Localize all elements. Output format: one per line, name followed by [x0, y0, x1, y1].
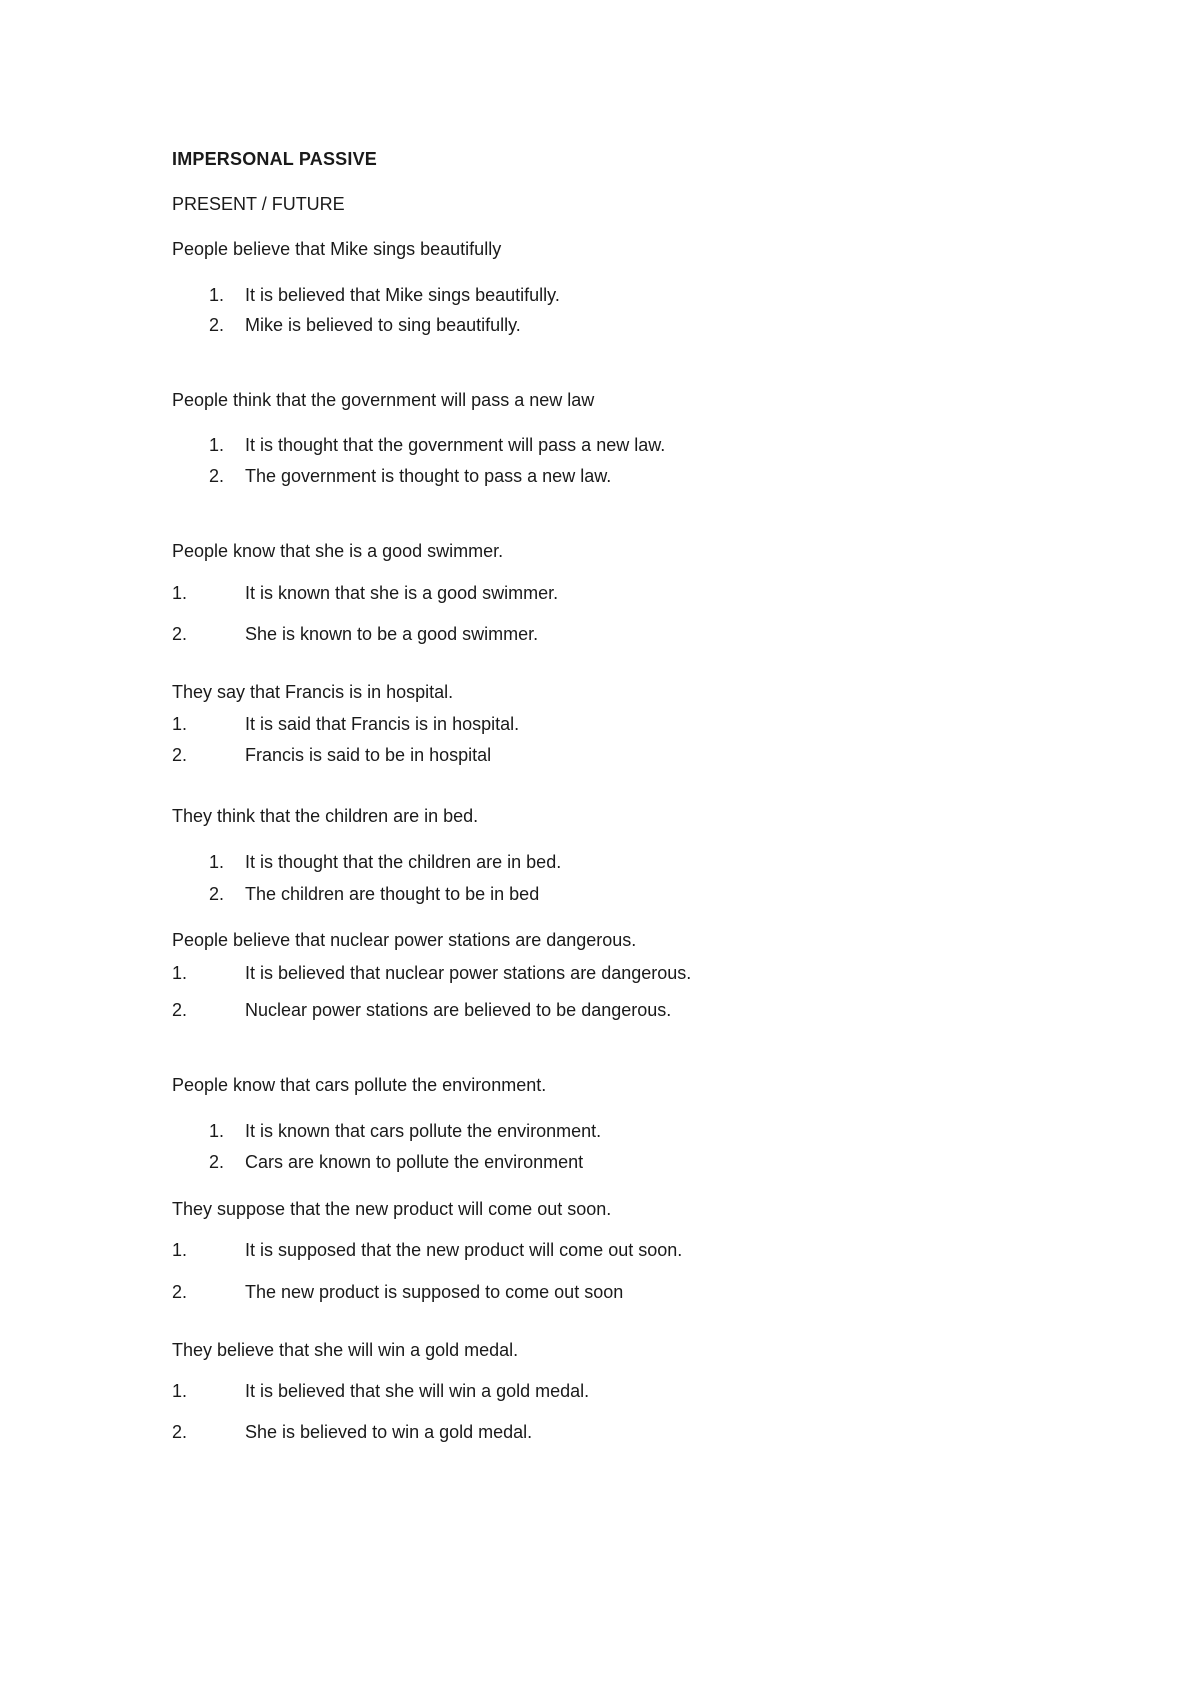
answer-number: 1. — [172, 583, 188, 603]
answer-number: 2. — [209, 1152, 225, 1172]
exercise-sentence: People believe that nuclear power stations are dangerous. — [172, 930, 637, 950]
answer-number: 1. — [172, 963, 188, 983]
answer-text: She is believed to win a gold medal. — [245, 1422, 533, 1442]
answer-number: 2. — [172, 1282, 188, 1302]
answer-number: 1. — [209, 1121, 225, 1141]
exercise-sentence: They think that the children are in bed. — [172, 806, 479, 826]
answer-number: 1. — [172, 714, 188, 734]
exercise-sentence: People think that the government will pass a new law — [172, 390, 595, 410]
answer-number: 2. — [209, 466, 225, 486]
document-title: IMPERSONAL PASSIVE — [172, 149, 377, 169]
answer-number: 2. — [172, 624, 188, 644]
exercise-sentence: People know that cars pollute the environment. — [172, 1075, 547, 1095]
answer-number: 2. — [172, 1000, 188, 1020]
answer-text: It is known that cars pollute the environment. — [245, 1121, 602, 1141]
exercise-sentence: They say that Francis is in hospital. — [172, 682, 454, 702]
answer-text: It is said that Francis is in hospital. — [245, 714, 520, 734]
answer-number: 2. — [209, 315, 225, 335]
answer-number: 1. — [172, 1240, 188, 1260]
answer-text: The children are thought to be in bed — [245, 884, 540, 904]
answer-number: 2. — [209, 884, 225, 904]
answer-number: 1. — [209, 285, 225, 305]
exercise-sentence: People believe that Mike sings beautifully — [172, 239, 502, 259]
answer-text: The government is thought to pass a new law. — [245, 466, 612, 486]
answer-text: It is known that she is a good swimmer. — [245, 583, 559, 603]
answer-text: It is believed that nuclear power stations are dangerous. — [245, 963, 692, 983]
answer-text: She is known to be a good swimmer. — [245, 624, 539, 644]
answer-number: 1. — [209, 435, 225, 455]
answer-text: It is supposed that the new product will come out soon. — [245, 1240, 683, 1260]
answer-text: It is thought that the government will pass a new law. — [245, 435, 666, 455]
exercise-sentence: People know that she is a good swimmer. — [172, 541, 504, 561]
answer-number: 1. — [172, 1381, 188, 1401]
answer-text: It is believed that she will win a gold medal. — [245, 1381, 590, 1401]
answer-number: 2. — [172, 1422, 188, 1442]
answer-text: Francis is said to be in hospital — [245, 745, 492, 765]
answer-number: 2. — [172, 745, 188, 765]
answer-text: Cars are known to pollute the environment — [245, 1152, 584, 1172]
answer-text: It is thought that the children are in bed. — [245, 852, 562, 872]
answer-text: Mike is believed to sing beautifully. — [245, 315, 521, 335]
answer-text: The new product is supposed to come out soon — [245, 1282, 624, 1302]
answer-text: Nuclear power stations are believed to be dangerous. — [245, 1000, 672, 1020]
document-subtitle: PRESENT / FUTURE — [172, 194, 345, 214]
answer-text: It is believed that Mike sings beautifully. — [245, 285, 560, 305]
exercise-sentence: They believe that she will win a gold medal. — [172, 1340, 519, 1360]
answer-number: 1. — [209, 852, 225, 872]
exercise-sentence: They suppose that the new product will come out soon. — [172, 1199, 612, 1219]
